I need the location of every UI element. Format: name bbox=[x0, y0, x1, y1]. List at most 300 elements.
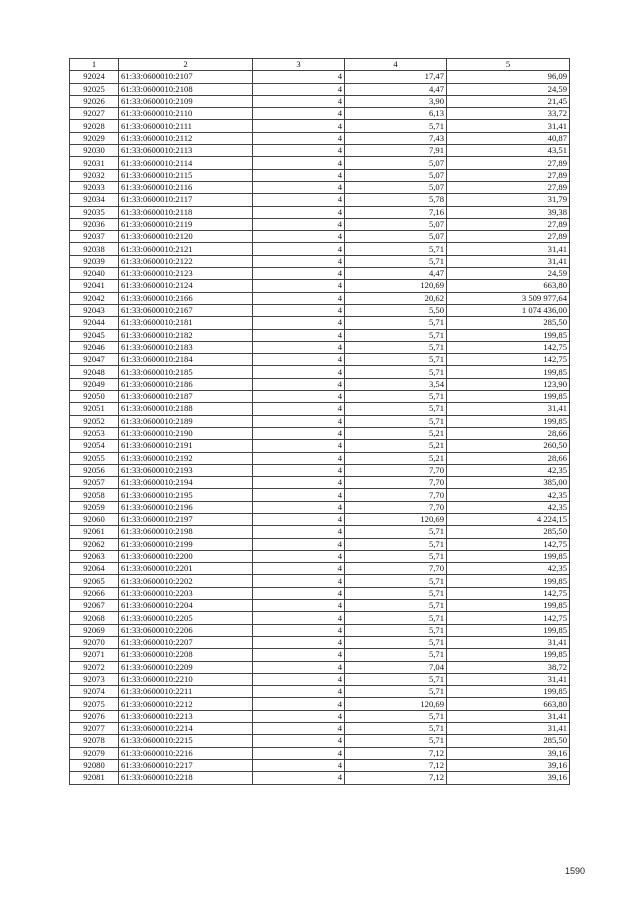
cell-cost-value: 31,79 bbox=[447, 194, 570, 206]
cell-area-value: 5,71 bbox=[345, 550, 447, 562]
cell-cadastral-number: 61:33:0600010:2203 bbox=[119, 587, 253, 599]
table-row bbox=[70, 243, 570, 255]
cell-row-number: 92055 bbox=[70, 452, 119, 464]
cell-cadastral-number: 61:33:0600010:2117 bbox=[119, 194, 253, 206]
cell-row-number: 92080 bbox=[70, 759, 119, 771]
cell-area-value: 5,71 bbox=[345, 686, 447, 698]
table-row bbox=[70, 120, 570, 132]
cell-row-number: 92034 bbox=[70, 194, 119, 206]
cell-area-value: 120,69 bbox=[345, 280, 447, 292]
table-row bbox=[70, 673, 570, 685]
table-row bbox=[70, 292, 570, 304]
cell-cadastral-number: 61:33:0600010:2191 bbox=[119, 440, 253, 452]
cell-row-number: 92035 bbox=[70, 206, 119, 218]
header-col-5: 5 bbox=[447, 59, 570, 71]
cell-cost-value: 199,85 bbox=[447, 550, 570, 562]
cell-category-code: 4 bbox=[253, 710, 345, 722]
cell-area-value: 5,71 bbox=[345, 354, 447, 366]
cell-category-code: 4 bbox=[253, 292, 345, 304]
table-row bbox=[70, 563, 570, 575]
cell-cost-value: 31,41 bbox=[447, 673, 570, 685]
cell-cost-value: 42,35 bbox=[447, 489, 570, 501]
cell-category-code: 4 bbox=[253, 464, 345, 476]
table-row bbox=[70, 427, 570, 439]
cell-category-code: 4 bbox=[253, 735, 345, 747]
cell-category-code: 4 bbox=[253, 649, 345, 661]
header-col-3: 3 bbox=[253, 59, 345, 71]
cell-cadastral-number: 61:33:0600010:2184 bbox=[119, 354, 253, 366]
cell-cost-value: 39,38 bbox=[447, 206, 570, 218]
cell-row-number: 92079 bbox=[70, 747, 119, 759]
cell-cost-value: 663,80 bbox=[447, 698, 570, 710]
cell-category-code: 4 bbox=[253, 132, 345, 144]
cell-row-number: 92033 bbox=[70, 181, 119, 193]
table-row bbox=[70, 157, 570, 169]
cell-cost-value: 663,80 bbox=[447, 280, 570, 292]
cell-area-value: 5,07 bbox=[345, 169, 447, 181]
cell-cost-value: 199,85 bbox=[447, 366, 570, 378]
cell-row-number: 92072 bbox=[70, 661, 119, 673]
cell-category-code: 4 bbox=[253, 538, 345, 550]
cell-area-value: 3,54 bbox=[345, 378, 447, 390]
table-row bbox=[70, 649, 570, 661]
cell-cadastral-number: 61:33:0600010:2107 bbox=[119, 71, 253, 83]
cell-area-value: 5,71 bbox=[345, 366, 447, 378]
cell-area-value: 5,07 bbox=[345, 157, 447, 169]
cell-area-value: 20,62 bbox=[345, 292, 447, 304]
table-row bbox=[70, 95, 570, 107]
cell-cost-value: 285,50 bbox=[447, 317, 570, 329]
cell-cost-value: 42,35 bbox=[447, 464, 570, 476]
cell-category-code: 4 bbox=[253, 698, 345, 710]
cell-cadastral-number: 61:33:0600010:2196 bbox=[119, 501, 253, 513]
cell-area-value: 5,21 bbox=[345, 427, 447, 439]
cell-category-code: 4 bbox=[253, 108, 345, 120]
table-row bbox=[70, 169, 570, 181]
table-row bbox=[70, 354, 570, 366]
cell-cadastral-number: 61:33:0600010:2207 bbox=[119, 636, 253, 648]
table-row bbox=[70, 108, 570, 120]
table-row bbox=[70, 329, 570, 341]
cell-cadastral-number: 61:33:0600010:2211 bbox=[119, 686, 253, 698]
cell-category-code: 4 bbox=[253, 661, 345, 673]
table-row bbox=[70, 747, 570, 759]
table-row bbox=[70, 501, 570, 513]
cell-category-code: 4 bbox=[253, 612, 345, 624]
cell-cadastral-number: 61:33:0600010:2187 bbox=[119, 391, 253, 403]
cell-cadastral-number: 61:33:0600010:2209 bbox=[119, 661, 253, 673]
table-body bbox=[70, 71, 570, 784]
cell-area-value: 7,70 bbox=[345, 489, 447, 501]
table-row bbox=[70, 759, 570, 771]
cell-cost-value: 3 509 977,64 bbox=[447, 292, 570, 304]
cell-cadastral-number: 61:33:0600010:2189 bbox=[119, 415, 253, 427]
cell-cadastral-number: 61:33:0600010:2183 bbox=[119, 341, 253, 353]
cell-cadastral-number: 61:33:0600010:2188 bbox=[119, 403, 253, 415]
table-row bbox=[70, 194, 570, 206]
cell-cadastral-number: 61:33:0600010:2119 bbox=[119, 218, 253, 230]
cell-cadastral-number: 61:33:0600010:2114 bbox=[119, 157, 253, 169]
cell-row-number: 92060 bbox=[70, 513, 119, 525]
table-row bbox=[70, 378, 570, 390]
cell-area-value: 7,43 bbox=[345, 132, 447, 144]
cell-row-number: 92056 bbox=[70, 464, 119, 476]
cell-category-code: 4 bbox=[253, 378, 345, 390]
table-row bbox=[70, 280, 570, 292]
cell-cadastral-number: 61:33:0600010:2215 bbox=[119, 735, 253, 747]
cell-category-code: 4 bbox=[253, 747, 345, 759]
cell-cost-value: 199,85 bbox=[447, 575, 570, 587]
cell-category-code: 4 bbox=[253, 673, 345, 685]
cell-row-number: 92043 bbox=[70, 304, 119, 316]
cell-row-number: 92074 bbox=[70, 686, 119, 698]
cell-category-code: 4 bbox=[253, 772, 345, 784]
cell-cost-value: 199,85 bbox=[447, 686, 570, 698]
cell-category-code: 4 bbox=[253, 169, 345, 181]
cell-category-code: 4 bbox=[253, 686, 345, 698]
cell-area-value: 4,47 bbox=[345, 268, 447, 280]
cell-cost-value: 199,85 bbox=[447, 391, 570, 403]
table-row bbox=[70, 772, 570, 784]
cell-cadastral-number: 61:33:0600010:2205 bbox=[119, 612, 253, 624]
cell-cadastral-number: 61:33:0600010:2116 bbox=[119, 181, 253, 193]
table-row bbox=[70, 218, 570, 230]
cell-area-value: 7,70 bbox=[345, 477, 447, 489]
cell-cost-value: 31,41 bbox=[447, 723, 570, 735]
cell-row-number: 92078 bbox=[70, 735, 119, 747]
cell-row-number: 92067 bbox=[70, 600, 119, 612]
cell-cost-value: 24,59 bbox=[447, 83, 570, 95]
table-row bbox=[70, 550, 570, 562]
cell-area-value: 5,71 bbox=[345, 526, 447, 538]
cell-cadastral-number: 61:33:0600010:2206 bbox=[119, 624, 253, 636]
cell-row-number: 92038 bbox=[70, 243, 119, 255]
cell-row-number: 92025 bbox=[70, 83, 119, 95]
cell-row-number: 92039 bbox=[70, 255, 119, 267]
cell-cadastral-number: 61:33:0600010:2193 bbox=[119, 464, 253, 476]
cell-row-number: 92057 bbox=[70, 477, 119, 489]
cell-area-value: 5,07 bbox=[345, 231, 447, 243]
table-row bbox=[70, 723, 570, 735]
cell-cost-value: 385,00 bbox=[447, 477, 570, 489]
cell-category-code: 4 bbox=[253, 415, 345, 427]
cell-row-number: 92065 bbox=[70, 575, 119, 587]
cell-category-code: 4 bbox=[253, 181, 345, 193]
cell-category-code: 4 bbox=[253, 280, 345, 292]
cell-cadastral-number: 61:33:0600010:2216 bbox=[119, 747, 253, 759]
cell-area-value: 5,71 bbox=[345, 391, 447, 403]
table-row bbox=[70, 612, 570, 624]
cell-row-number: 92058 bbox=[70, 489, 119, 501]
cell-category-code: 4 bbox=[253, 243, 345, 255]
cell-area-value: 5,71 bbox=[345, 243, 447, 255]
cell-row-number: 92073 bbox=[70, 673, 119, 685]
cell-area-value: 5,07 bbox=[345, 181, 447, 193]
table-row bbox=[70, 206, 570, 218]
cell-row-number: 92064 bbox=[70, 563, 119, 575]
cell-cost-value: 31,41 bbox=[447, 120, 570, 132]
cell-area-value: 5,71 bbox=[345, 723, 447, 735]
cell-cost-value: 1 074 436,00 bbox=[447, 304, 570, 316]
cell-area-value: 5,71 bbox=[345, 341, 447, 353]
table-row bbox=[70, 403, 570, 415]
cell-cadastral-number: 61:33:0600010:2110 bbox=[119, 108, 253, 120]
cell-row-number: 92053 bbox=[70, 427, 119, 439]
cell-row-number: 92077 bbox=[70, 723, 119, 735]
cell-area-value: 5,71 bbox=[345, 649, 447, 661]
cell-cadastral-number: 61:33:0600010:2123 bbox=[119, 268, 253, 280]
cell-cadastral-number: 61:33:0600010:2112 bbox=[119, 132, 253, 144]
cell-cost-value: 31,41 bbox=[447, 243, 570, 255]
cell-cost-value: 33,72 bbox=[447, 108, 570, 120]
cell-area-value: 5,71 bbox=[345, 317, 447, 329]
cell-cost-value: 31,41 bbox=[447, 255, 570, 267]
cell-row-number: 92059 bbox=[70, 501, 119, 513]
cell-category-code: 4 bbox=[253, 391, 345, 403]
cell-cost-value: 142,75 bbox=[447, 341, 570, 353]
cell-area-value: 5,50 bbox=[345, 304, 447, 316]
cell-category-code: 4 bbox=[253, 354, 345, 366]
page-number: 1590 bbox=[564, 866, 585, 876]
cell-row-number: 92045 bbox=[70, 329, 119, 341]
cell-cost-value: 199,85 bbox=[447, 415, 570, 427]
cell-category-code: 4 bbox=[253, 366, 345, 378]
cell-cadastral-number: 61:33:0600010:2198 bbox=[119, 526, 253, 538]
cell-area-value: 7,04 bbox=[345, 661, 447, 673]
cell-cadastral-number: 61:33:0600010:2118 bbox=[119, 206, 253, 218]
cell-area-value: 7,12 bbox=[345, 772, 447, 784]
cell-area-value: 5,71 bbox=[345, 575, 447, 587]
cell-area-value: 7,70 bbox=[345, 501, 447, 513]
cell-cost-value: 27,89 bbox=[447, 169, 570, 181]
cell-row-number: 92027 bbox=[70, 108, 119, 120]
table-row bbox=[70, 686, 570, 698]
table-row bbox=[70, 181, 570, 193]
cell-cadastral-number: 61:33:0600010:2218 bbox=[119, 772, 253, 784]
cell-area-value: 7,70 bbox=[345, 464, 447, 476]
cell-row-number: 92049 bbox=[70, 378, 119, 390]
cell-row-number: 92024 bbox=[70, 71, 119, 83]
table-row bbox=[70, 452, 570, 464]
cell-cost-value: 39,16 bbox=[447, 747, 570, 759]
table-row bbox=[70, 304, 570, 316]
cell-area-value: 7,16 bbox=[345, 206, 447, 218]
cell-category-code: 4 bbox=[253, 600, 345, 612]
cell-cost-value: 43,51 bbox=[447, 145, 570, 157]
cell-cost-value: 199,85 bbox=[447, 329, 570, 341]
table-row bbox=[70, 587, 570, 599]
cell-cadastral-number: 61:33:0600010:2204 bbox=[119, 600, 253, 612]
cell-cadastral-number: 61:33:0600010:2214 bbox=[119, 723, 253, 735]
cell-area-value: 120,69 bbox=[345, 513, 447, 525]
cell-cost-value: 199,85 bbox=[447, 649, 570, 661]
cell-category-code: 4 bbox=[253, 526, 345, 538]
cell-category-code: 4 bbox=[253, 83, 345, 95]
table-row bbox=[70, 600, 570, 612]
cell-cadastral-number: 61:33:0600010:2213 bbox=[119, 710, 253, 722]
cell-cadastral-number: 61:33:0600010:2186 bbox=[119, 378, 253, 390]
cell-cost-value: 199,85 bbox=[447, 600, 570, 612]
cell-area-value: 4,47 bbox=[345, 83, 447, 95]
cell-category-code: 4 bbox=[253, 427, 345, 439]
cell-area-value: 120,69 bbox=[345, 698, 447, 710]
table-row bbox=[70, 132, 570, 144]
cell-cost-value: 4 224,15 bbox=[447, 513, 570, 525]
cell-category-code: 4 bbox=[253, 157, 345, 169]
cell-area-value: 5,71 bbox=[345, 710, 447, 722]
table-row bbox=[70, 317, 570, 329]
cell-row-number: 92040 bbox=[70, 268, 119, 280]
cell-cost-value: 39,16 bbox=[447, 772, 570, 784]
cell-category-code: 4 bbox=[253, 329, 345, 341]
cell-area-value: 7,12 bbox=[345, 747, 447, 759]
cell-area-value: 5,71 bbox=[345, 612, 447, 624]
cell-category-code: 4 bbox=[253, 513, 345, 525]
cell-cost-value: 260,50 bbox=[447, 440, 570, 452]
cell-cadastral-number: 61:33:0600010:2122 bbox=[119, 255, 253, 267]
header-col-4: 4 bbox=[345, 59, 447, 71]
cell-cadastral-number: 61:33:0600010:2166 bbox=[119, 292, 253, 304]
cell-area-value: 7,91 bbox=[345, 145, 447, 157]
cell-area-value: 5,71 bbox=[345, 415, 447, 427]
cell-area-value: 5,71 bbox=[345, 255, 447, 267]
cell-row-number: 92028 bbox=[70, 120, 119, 132]
cell-row-number: 92070 bbox=[70, 636, 119, 648]
cell-area-value: 5,71 bbox=[345, 538, 447, 550]
cell-area-value: 5,21 bbox=[345, 440, 447, 452]
cell-area-value: 6,13 bbox=[345, 108, 447, 120]
cell-cadastral-number: 61:33:0600010:2167 bbox=[119, 304, 253, 316]
cell-row-number: 92031 bbox=[70, 157, 119, 169]
cell-category-code: 4 bbox=[253, 501, 345, 513]
cell-cadastral-number: 61:33:0600010:2210 bbox=[119, 673, 253, 685]
cell-cost-value: 96,09 bbox=[447, 71, 570, 83]
cell-cadastral-number: 61:33:0600010:2185 bbox=[119, 366, 253, 378]
cell-cadastral-number: 61:33:0600010:2199 bbox=[119, 538, 253, 550]
cell-cost-value: 142,75 bbox=[447, 612, 570, 624]
cell-cadastral-number: 61:33:0600010:2195 bbox=[119, 489, 253, 501]
cell-row-number: 92051 bbox=[70, 403, 119, 415]
cell-cost-value: 199,85 bbox=[447, 624, 570, 636]
cell-category-code: 4 bbox=[253, 95, 345, 107]
table-row bbox=[70, 636, 570, 648]
cell-cost-value: 285,50 bbox=[447, 735, 570, 747]
table-row bbox=[70, 464, 570, 476]
cell-cadastral-number: 61:33:0600010:2120 bbox=[119, 231, 253, 243]
cell-cadastral-number: 61:33:0600010:2115 bbox=[119, 169, 253, 181]
cell-cost-value: 27,89 bbox=[447, 218, 570, 230]
cell-cost-value: 31,41 bbox=[447, 636, 570, 648]
table-row bbox=[70, 661, 570, 673]
cell-area-value: 5,78 bbox=[345, 194, 447, 206]
table-row bbox=[70, 575, 570, 587]
cell-area-value: 5,71 bbox=[345, 587, 447, 599]
cell-area-value: 5,07 bbox=[345, 218, 447, 230]
cell-cost-value: 42,35 bbox=[447, 501, 570, 513]
cell-row-number: 92063 bbox=[70, 550, 119, 562]
cell-cadastral-number: 61:33:0600010:2201 bbox=[119, 563, 253, 575]
cell-cost-value: 40,87 bbox=[447, 132, 570, 144]
cell-row-number: 92032 bbox=[70, 169, 119, 181]
cell-cost-value: 27,89 bbox=[447, 231, 570, 243]
cell-area-value: 3,90 bbox=[345, 95, 447, 107]
cell-row-number: 92054 bbox=[70, 440, 119, 452]
cell-cadastral-number: 61:33:0600010:2121 bbox=[119, 243, 253, 255]
cell-category-code: 4 bbox=[253, 440, 345, 452]
cell-area-value: 5,71 bbox=[345, 735, 447, 747]
table-row bbox=[70, 710, 570, 722]
cell-row-number: 92071 bbox=[70, 649, 119, 661]
table-row bbox=[70, 231, 570, 243]
cell-row-number: 92048 bbox=[70, 366, 119, 378]
cell-row-number: 92029 bbox=[70, 132, 119, 144]
cell-cadastral-number: 61:33:0600010:2111 bbox=[119, 120, 253, 132]
cell-cadastral-number: 61:33:0600010:2108 bbox=[119, 83, 253, 95]
cell-category-code: 4 bbox=[253, 206, 345, 218]
table-row bbox=[70, 341, 570, 353]
table-row bbox=[70, 735, 570, 747]
table-row bbox=[70, 83, 570, 95]
header-col-2: 2 bbox=[119, 59, 253, 71]
cell-cost-value: 31,41 bbox=[447, 710, 570, 722]
cell-cost-value: 38,72 bbox=[447, 661, 570, 673]
cell-area-value: 5,71 bbox=[345, 403, 447, 415]
cell-cost-value: 24,59 bbox=[447, 268, 570, 280]
cell-cost-value: 123,90 bbox=[447, 378, 570, 390]
cell-category-code: 4 bbox=[253, 194, 345, 206]
cell-row-number: 92050 bbox=[70, 391, 119, 403]
cell-area-value: 5,71 bbox=[345, 636, 447, 648]
table-row bbox=[70, 477, 570, 489]
cell-row-number: 92062 bbox=[70, 538, 119, 550]
cell-area-value: 5,71 bbox=[345, 600, 447, 612]
cell-cost-value: 31,41 bbox=[447, 403, 570, 415]
cell-area-value: 5,71 bbox=[345, 624, 447, 636]
table-row bbox=[70, 145, 570, 157]
cell-cost-value: 21,45 bbox=[447, 95, 570, 107]
table-row bbox=[70, 526, 570, 538]
cell-category-code: 4 bbox=[253, 120, 345, 132]
cell-cost-value: 142,75 bbox=[447, 354, 570, 366]
cell-row-number: 92066 bbox=[70, 587, 119, 599]
table-row bbox=[70, 366, 570, 378]
cell-cadastral-number: 61:33:0600010:2202 bbox=[119, 575, 253, 587]
header-col-1: 1 bbox=[70, 59, 119, 71]
table-row bbox=[70, 391, 570, 403]
cell-category-code: 4 bbox=[253, 403, 345, 415]
cell-category-code: 4 bbox=[253, 268, 345, 280]
cell-row-number: 92026 bbox=[70, 95, 119, 107]
cell-cost-value: 142,75 bbox=[447, 538, 570, 550]
cell-row-number: 92046 bbox=[70, 341, 119, 353]
cell-row-number: 92030 bbox=[70, 145, 119, 157]
cell-row-number: 92075 bbox=[70, 698, 119, 710]
cell-category-code: 4 bbox=[253, 489, 345, 501]
cell-row-number: 92036 bbox=[70, 218, 119, 230]
cell-row-number: 92052 bbox=[70, 415, 119, 427]
cell-row-number: 92061 bbox=[70, 526, 119, 538]
cell-row-number: 92069 bbox=[70, 624, 119, 636]
cell-area-value: 17,47 bbox=[345, 71, 447, 83]
table-row bbox=[70, 489, 570, 501]
cell-row-number: 92047 bbox=[70, 354, 119, 366]
cadastral-table-container bbox=[69, 58, 570, 785]
cell-cost-value: 27,89 bbox=[447, 181, 570, 193]
table-row bbox=[70, 415, 570, 427]
cell-category-code: 4 bbox=[253, 255, 345, 267]
cell-category-code: 4 bbox=[253, 231, 345, 243]
cell-cost-value: 28,66 bbox=[447, 427, 570, 439]
